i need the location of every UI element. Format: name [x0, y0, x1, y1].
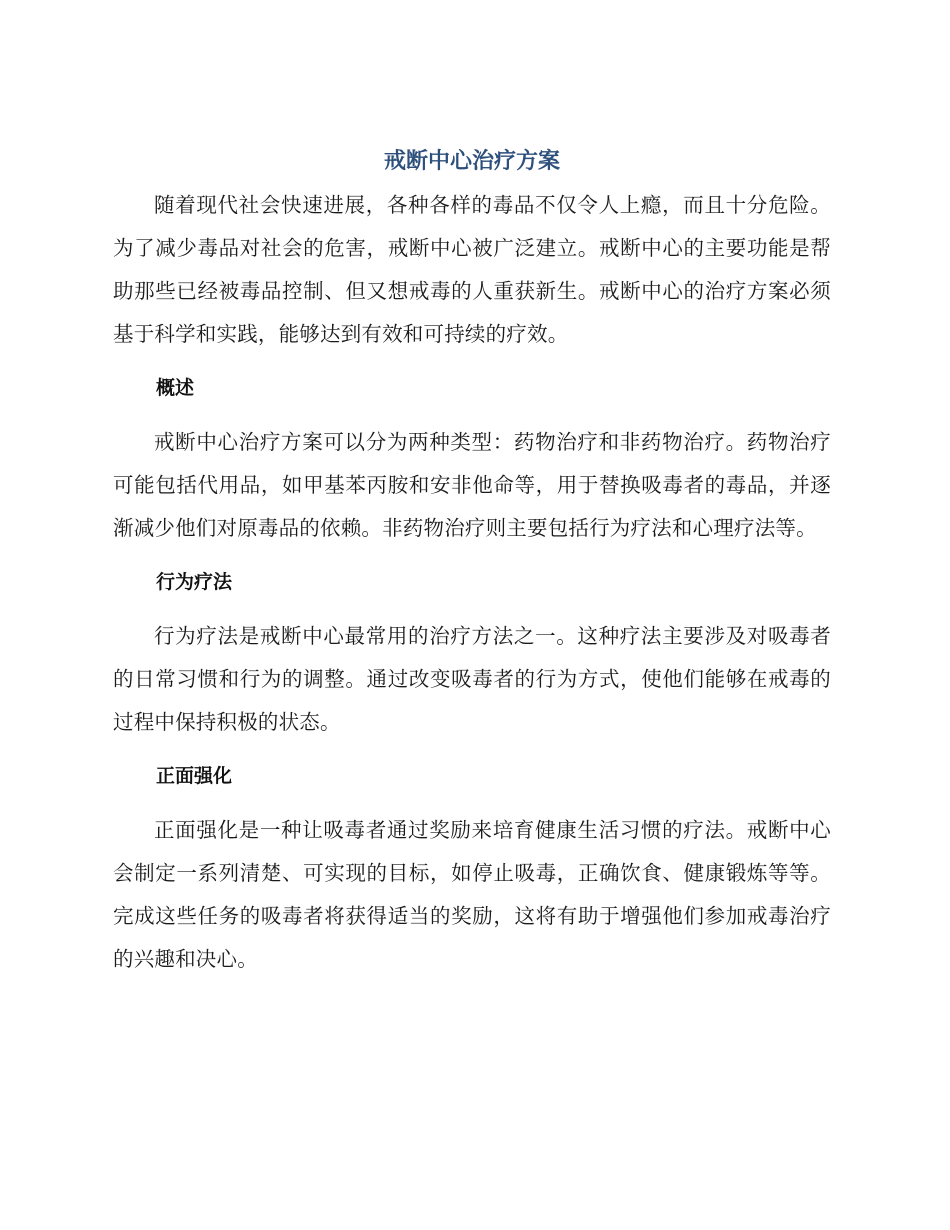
section-heading-positive-reinforcement: 正面强化	[156, 765, 233, 787]
document-title: 戒断中心治疗方案	[383, 149, 560, 174]
section-heading-overview: 概述	[156, 377, 195, 399]
spacer	[113, 410, 831, 421]
spacer	[113, 744, 831, 755]
section-body-behavior-therapy: 行为疗法是戒断中心最常用的治疗方法之一。这种疗法主要涉及对吸毒者的日常习惯和行为的调整。通过改变吸毒者的行为方式，使他们能够在戒毒的过程中保持积极的状态。	[113, 624, 831, 734]
spacer	[113, 550, 831, 561]
spacer	[113, 798, 831, 809]
section-body-positive-reinforcement: 正面强化是一种让吸毒者通过奖励来培育健康生活习惯的疗法。戒断中心会制定一系列清楚、可实现的目标，如停止吸毒，正确饮食、健康锻炼等等。完成这些任务的吸毒者将获得适当的奖励，这将有助于增强他们参加戒毒治疗的兴趣和决心。	[113, 818, 831, 971]
spacer	[113, 604, 831, 615]
intro-paragraph: 随着现代社会快速进展，各种各样的毒品不仅令人上瘾，而且十分危险。为了减少毒品对社会的危害，戒断中心被广泛建立。戒断中心的主要功能是帮助那些已经被毒品控制、但又想戒毒的人重获新生。戒断中心的治疗方案必须基于科学和实践，能够达到有效和可持续的疗效。	[113, 193, 831, 346]
section-heading-behavior-therapy: 行为疗法	[156, 571, 233, 593]
section-body-overview: 戒断中心治疗方案可以分为两种类型：药物治疗和非药物治疗。药物治疗可能包括代用品，如甲基苯丙胺和安非他命等，用于替换吸毒者的毒品，并逐渐减少他们对原毒品的依赖。非药物治疗则主要包括行为疗法和心理疗法等。	[113, 430, 831, 540]
document-page	[113, 140, 831, 981]
spacer	[113, 356, 831, 367]
